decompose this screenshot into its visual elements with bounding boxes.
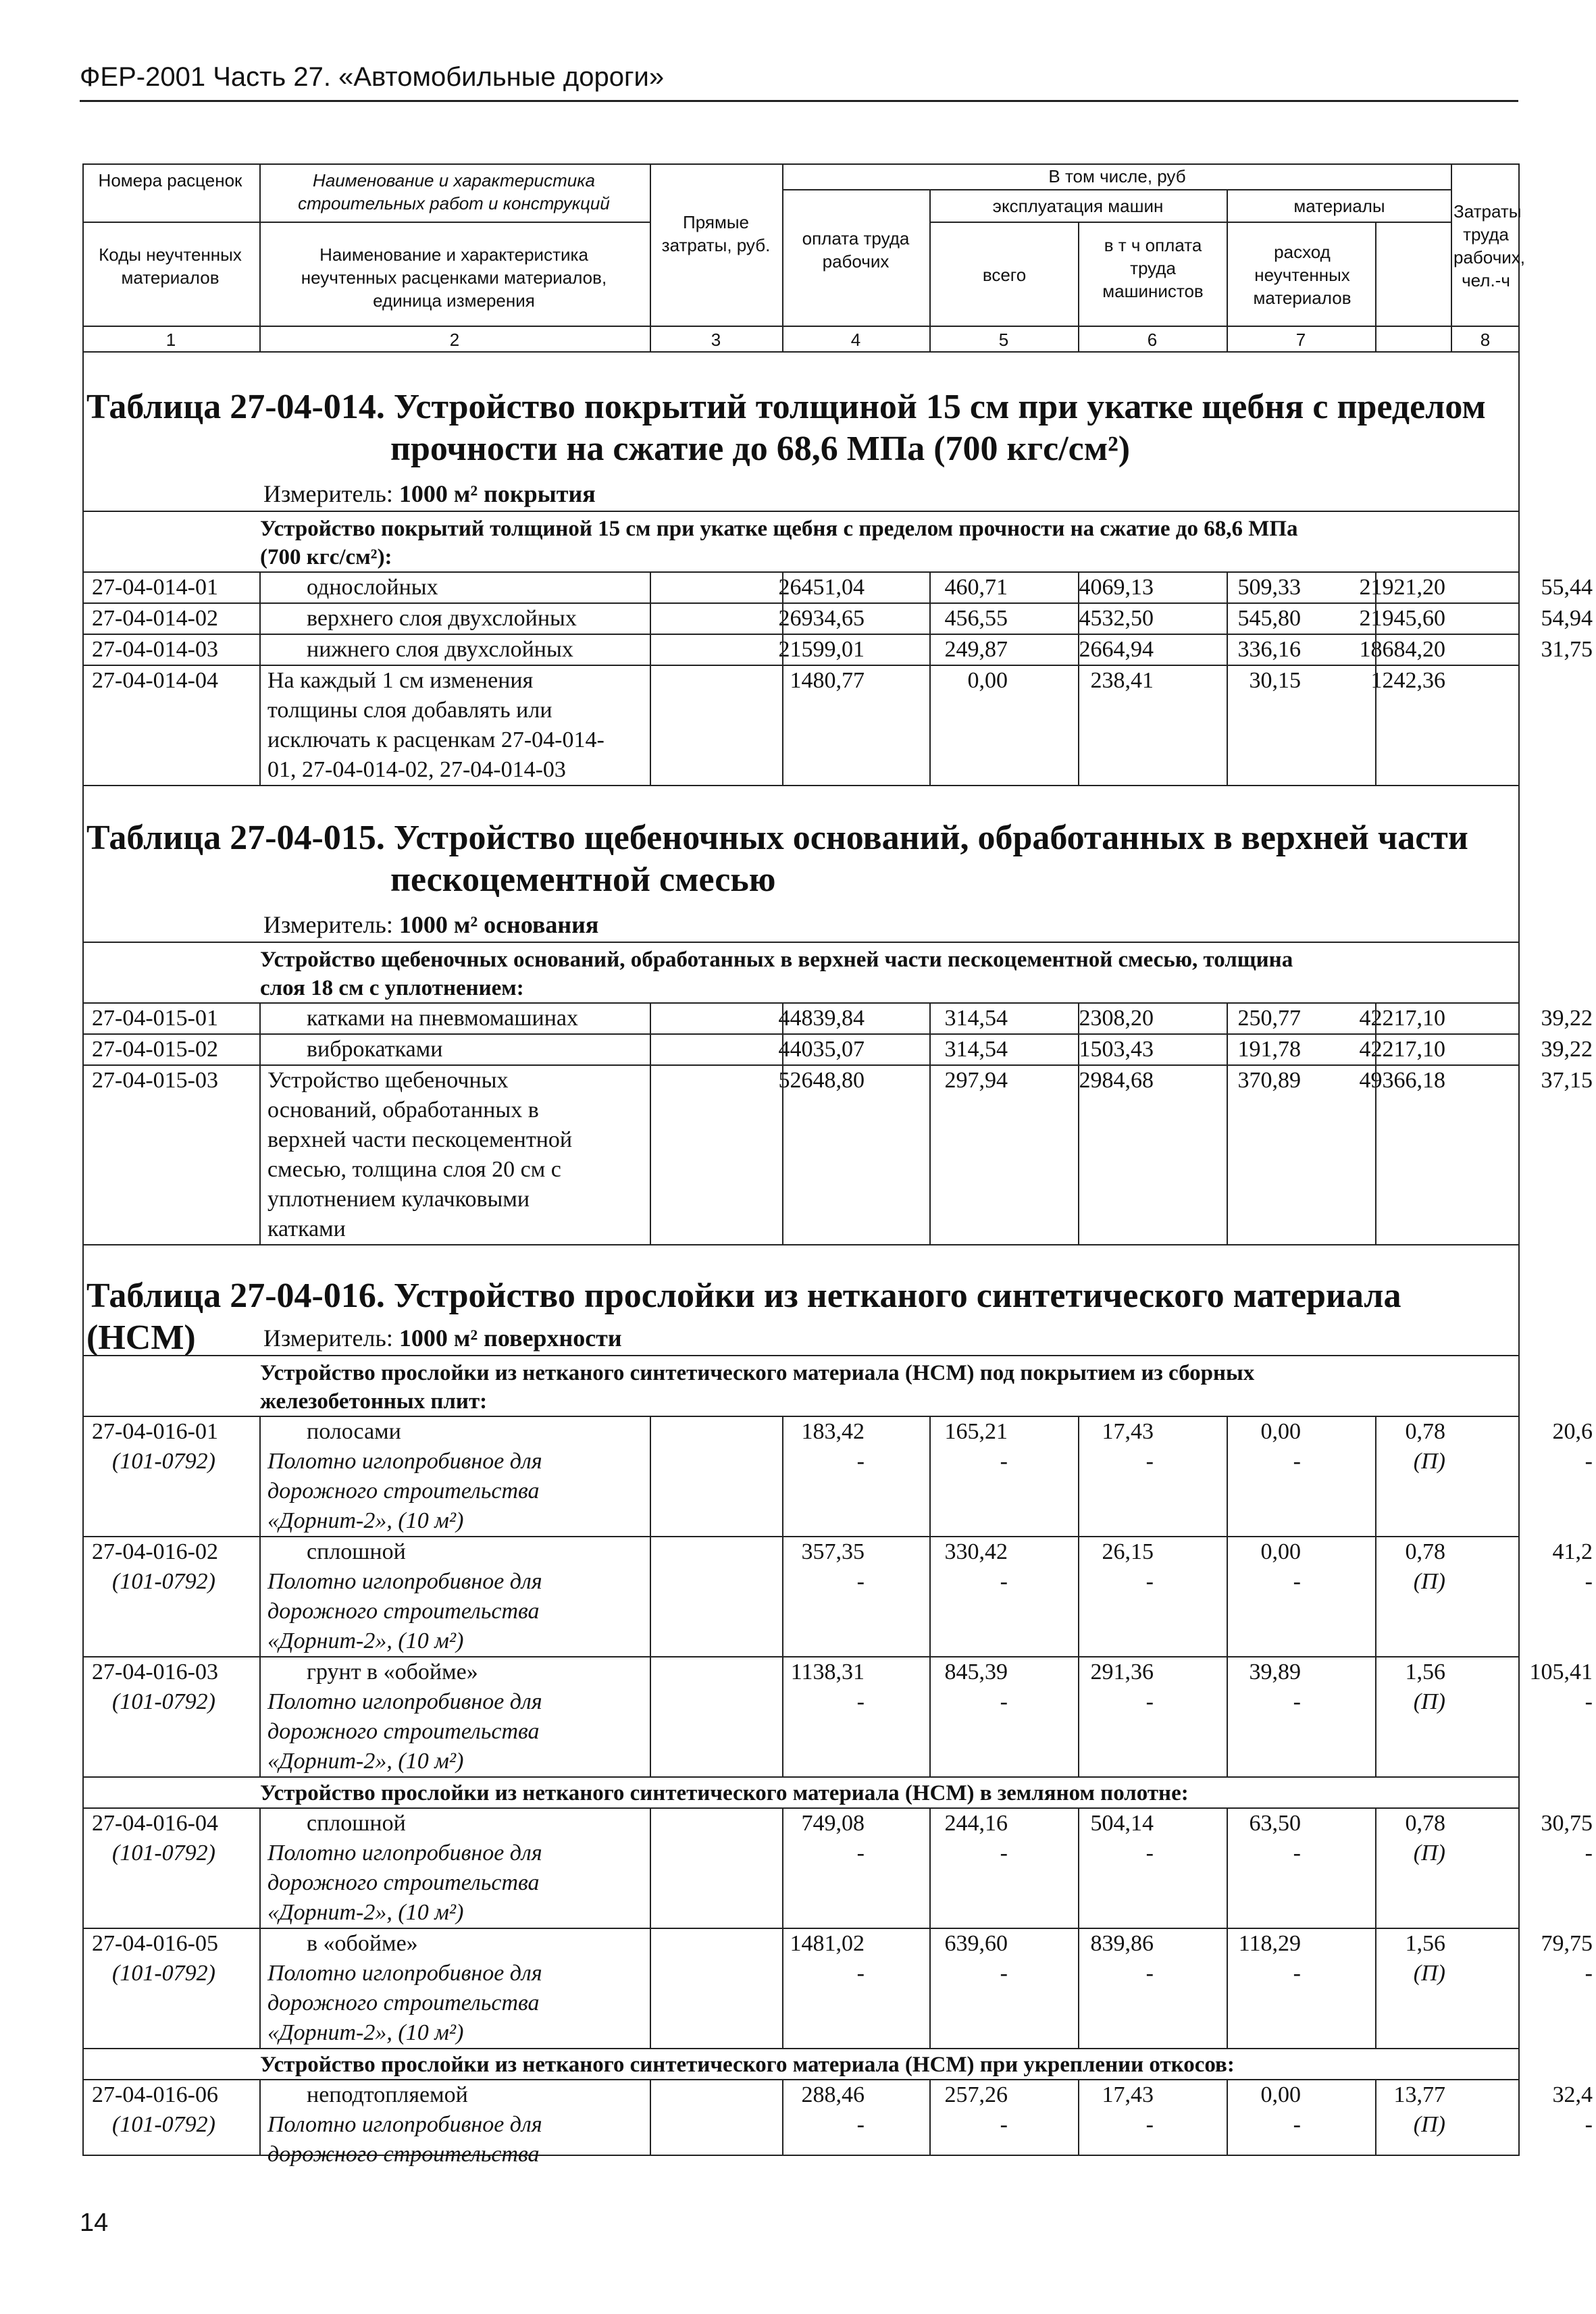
table-015-title-line2: пескоцементной смесью <box>390 860 776 899</box>
col-line <box>1375 1416 1376 1776</box>
hdr-c1-bottom: Коды неучтенных материалов <box>99 245 242 288</box>
col-line <box>1375 1002 1376 1244</box>
col-line <box>259 1002 261 1244</box>
hdr-group: В том числе, руб <box>1048 166 1186 186</box>
rule <box>82 2048 1520 2049</box>
col-line <box>1227 571 1228 785</box>
hdr-c1-top: Номера расценок <box>98 170 242 190</box>
rule <box>82 1776 1520 1778</box>
col-line <box>782 571 783 785</box>
table-015-measure: Измеритель: 1000 м² основания <box>263 911 599 938</box>
col-line <box>650 2079 651 2155</box>
hdr-mid-line-left <box>82 222 650 223</box>
col-line <box>1227 1807 1228 2048</box>
table-015-title-line1: Таблица 27-04-015. Устройство щебеночных оснований, обработанных в верхней части <box>86 819 1468 857</box>
header-rule <box>80 100 1518 102</box>
hdr-num-1: 1 <box>165 330 176 350</box>
hdr-num-7: 7 <box>1295 330 1306 350</box>
table-015-section: Устройство щебеночных оснований, обработанных в верхней части пескоцементной смесью, толщина слоя 18 см с уплотнением: <box>260 948 1293 1000</box>
col-line <box>1078 1416 1079 1776</box>
col-line <box>929 1416 931 1776</box>
frame-left <box>82 163 84 2156</box>
hdr-c2-top: Наименование и характеристика строительных работ и конструкций <box>298 170 610 213</box>
rule <box>82 511 1520 512</box>
hdr-num-8: 8 <box>1480 330 1491 350</box>
table-015-title <box>86 817 1512 901</box>
col-line <box>1078 2079 1079 2155</box>
col-line <box>929 571 931 785</box>
hdr-sub-line <box>929 222 1451 223</box>
rule <box>82 942 1520 943</box>
col-line <box>1375 1807 1376 2048</box>
table-016-measure: Измеритель: 1000 м² поверхности <box>263 1325 622 1352</box>
col-line <box>929 2079 931 2155</box>
col-line <box>782 1416 783 1776</box>
col-line <box>1078 1002 1079 1244</box>
hdr-c6: в т ч оплата труда машинистов <box>1102 235 1204 301</box>
hdr-v7 <box>1375 222 1376 353</box>
hdr-c3: Прямые затраты, руб. <box>661 212 771 255</box>
table-016-section-b: Устройство прослойки из нетканого синтетического материала (НСМ) в земляном полотне: <box>260 1781 1189 1805</box>
rule <box>82 1244 1520 1245</box>
hdr-c7: расход неучтенных материалов <box>1253 242 1352 308</box>
col-line <box>1227 2079 1228 2155</box>
hdr-v1 <box>259 163 261 353</box>
hdr-bottom-line <box>82 326 1520 327</box>
col-line <box>782 1002 783 1244</box>
page-number: 14 <box>80 2209 109 2237</box>
hdr-num-4: 4 <box>850 330 861 350</box>
col-line <box>650 1807 651 2048</box>
col-line <box>1375 2079 1376 2155</box>
hdr-num-2: 2 <box>449 330 460 350</box>
hdr-c5: всего <box>982 265 1027 285</box>
col-line <box>782 1807 783 2048</box>
table-014-measure: Измеритель: 1000 м² покрытия <box>263 480 596 507</box>
col-line <box>259 571 261 785</box>
hdr-c2-bottom: Наименование и характеристика неучтенных расценками материалов, единица измерения <box>301 245 607 311</box>
hdr-num-line <box>82 351 1520 353</box>
col-line <box>1227 1002 1228 1244</box>
col-line <box>1078 571 1079 785</box>
hdr-v2 <box>650 163 651 353</box>
hdr-num-6: 6 <box>1147 330 1158 350</box>
hdr-num-3: 3 <box>711 330 721 350</box>
column-header <box>82 163 1525 350</box>
table-014-section: Устройство покрытий толщиной 15 см при укатке щебня с пределом прочности на сжатие до 68,6 МПа (700 кгс/см²): <box>260 517 1298 569</box>
hdr-c4: оплата труда рабочих <box>802 228 910 272</box>
col-line <box>650 1002 651 1244</box>
table-016-section-a: Устройство прослойки из нетканого синтетического материала (НСМ) под покрытием из сборных железобетонных плит: <box>260 1361 1255 1414</box>
col-line <box>259 2079 261 2155</box>
hdr-group-line <box>782 189 1451 190</box>
col-line <box>1078 1807 1079 2048</box>
col-line <box>650 571 651 785</box>
table-016-title-line1: Таблица 27-04-016. Устройство прослойки из нетканого синтетического материала (НСМ) <box>86 1277 1401 1357</box>
rule <box>82 1355 1520 1356</box>
col-line <box>782 2079 783 2155</box>
hdr-materials: материалы <box>1293 196 1385 216</box>
col-line <box>259 1416 261 1776</box>
col-line <box>1375 571 1376 785</box>
running-title: ФЕР-2001 Часть 27. «Автомобильные дороги» <box>80 62 665 92</box>
rule <box>82 785 1520 786</box>
col-line <box>1227 1416 1228 1776</box>
col-line <box>929 1807 931 2048</box>
hdr-num-5: 5 <box>998 330 1009 350</box>
table-016-section-c: Устройство прослойки из нетканого синтетического материала (НСМ) при укреплении откосов: <box>260 2053 1235 2077</box>
table-014-title <box>86 386 1512 470</box>
table-014-title-line1: Таблица 27-04-014. Устройство покрытий толщиной 15 см при укатке щебня с пределом <box>86 388 1486 426</box>
table-014-title-line2: прочности на сжатие до 68,6 МПа (700 кгс/см²) <box>390 430 1131 468</box>
hdr-v3 <box>782 163 783 353</box>
col-line <box>650 1416 651 1776</box>
col-line <box>929 1002 931 1244</box>
hdr-machines: эксплуатация машин <box>992 196 1164 216</box>
hdr-c8: Затраты труда рабочих, чел.-ч <box>1453 201 1525 290</box>
col-line <box>259 1807 261 2048</box>
hdr-v8 <box>1451 163 1452 353</box>
